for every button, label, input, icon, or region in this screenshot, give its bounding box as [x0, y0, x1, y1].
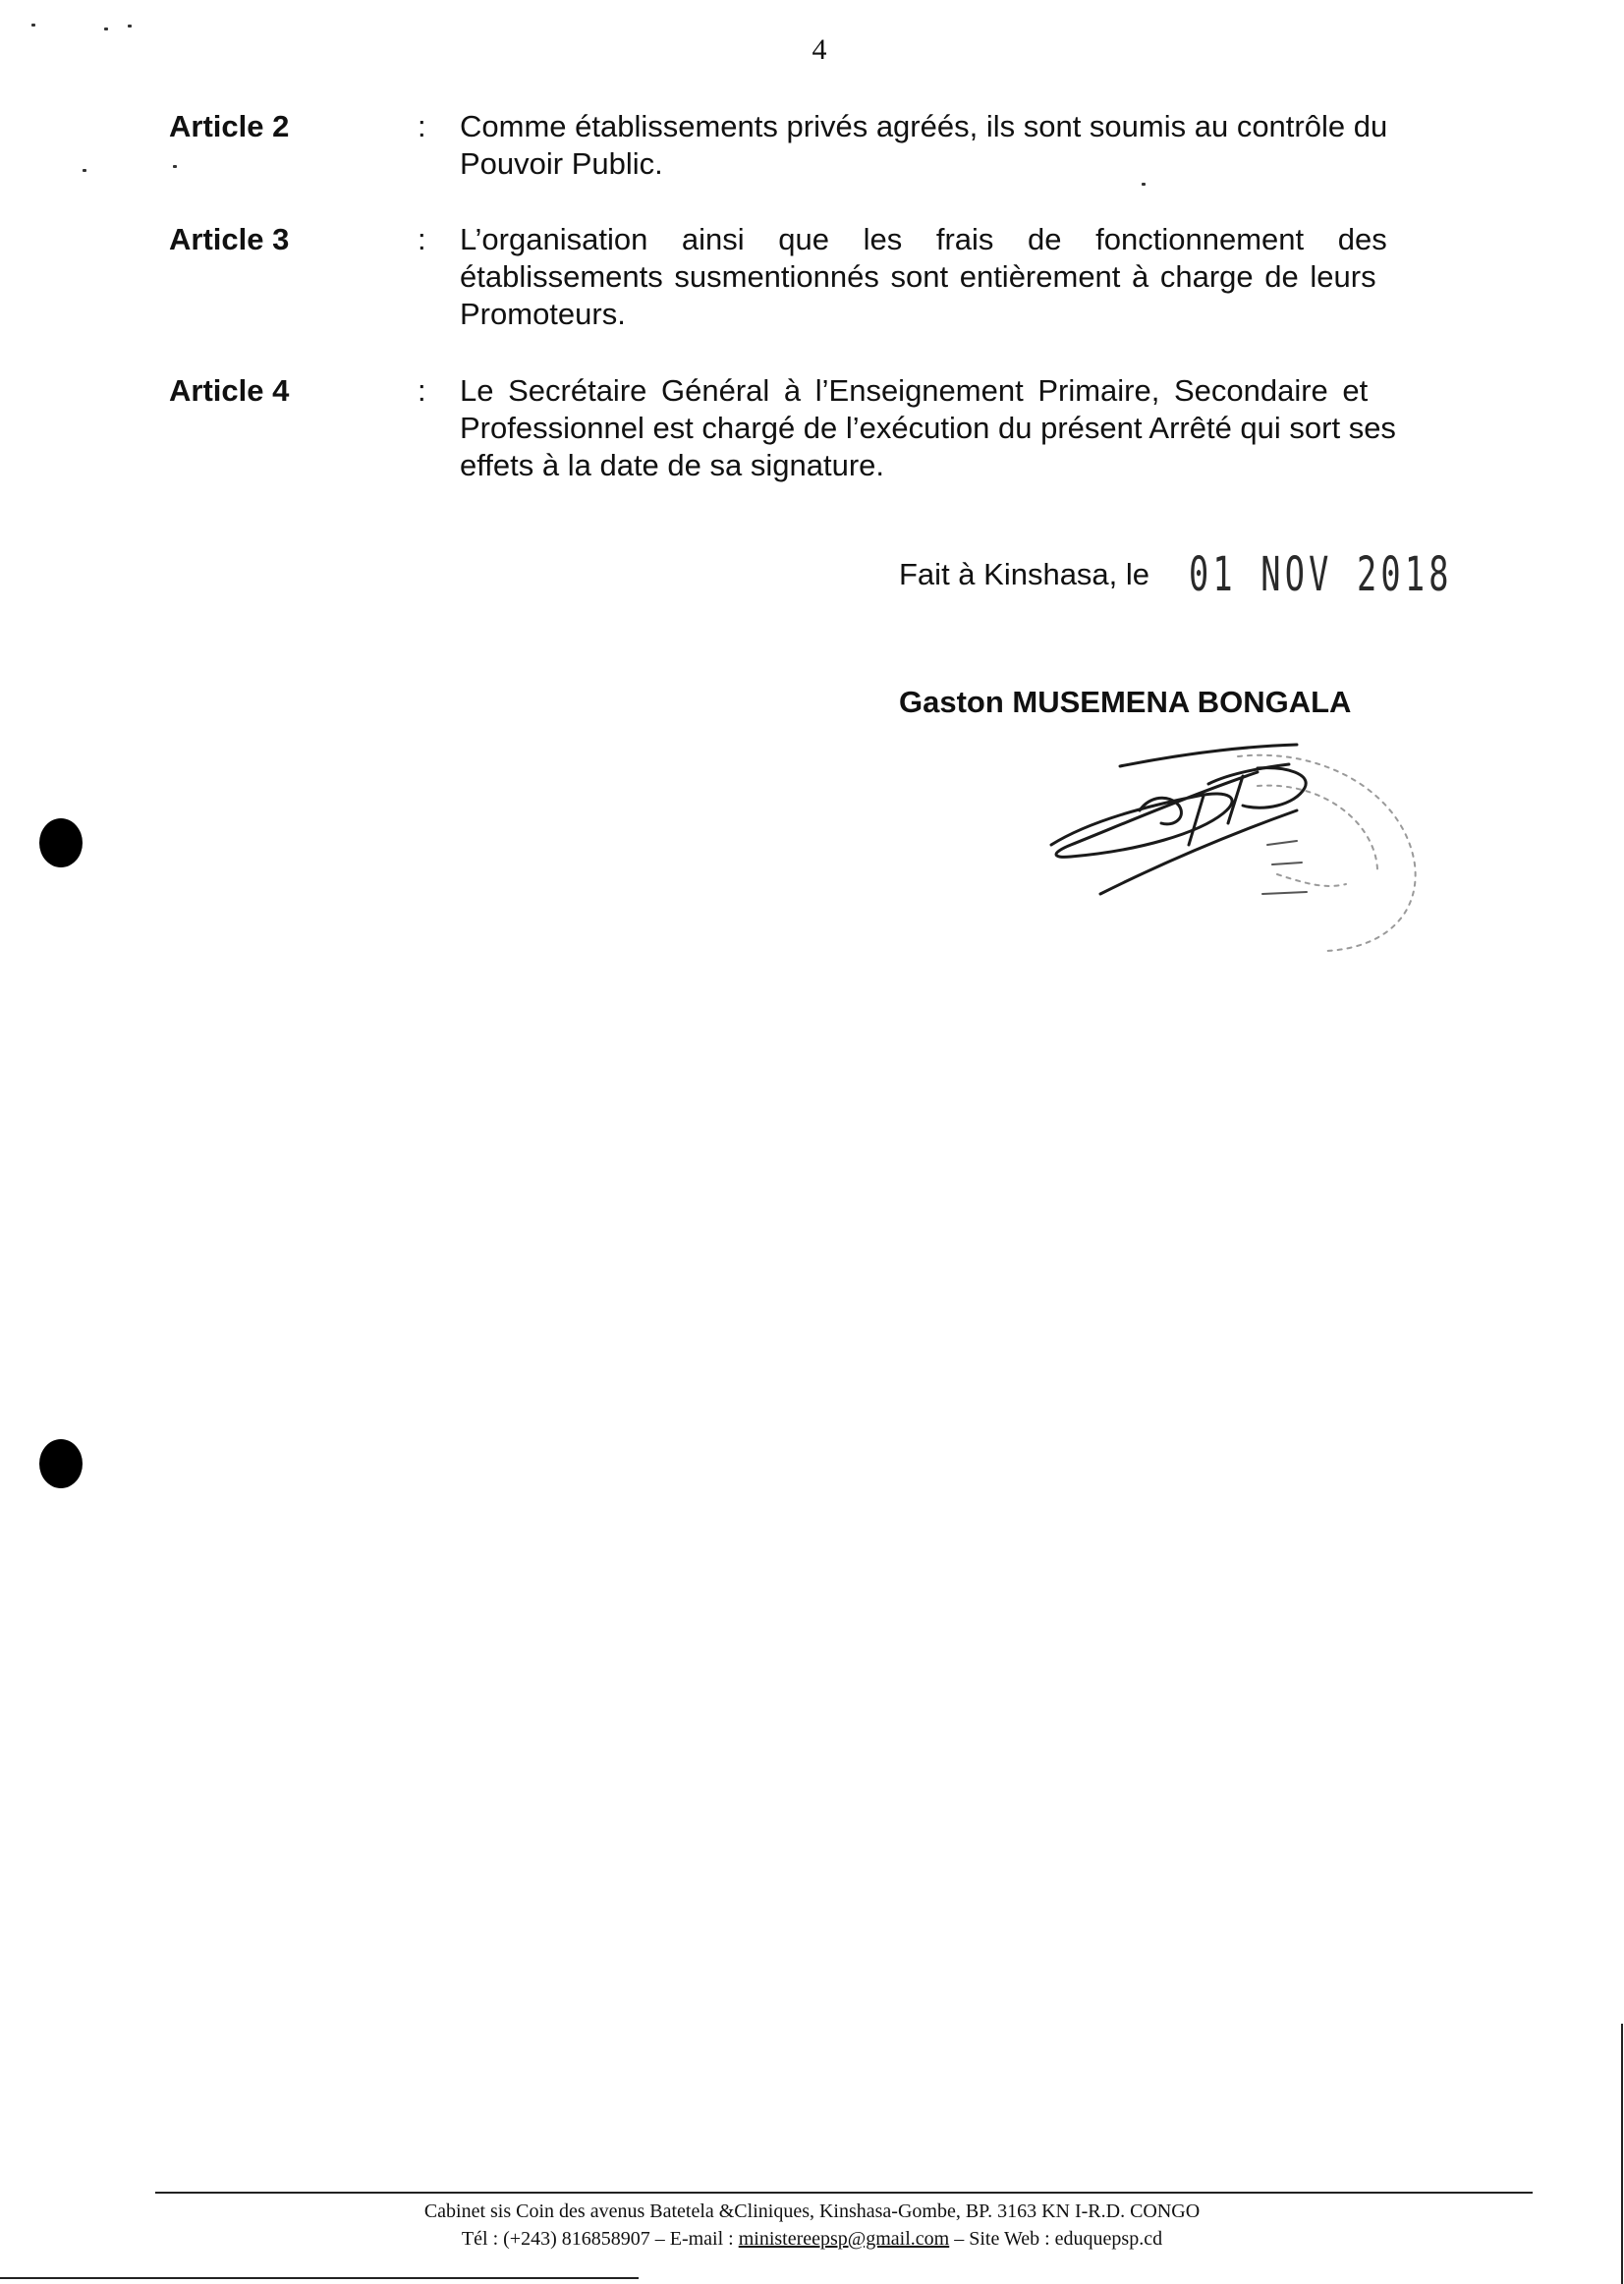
scan-speck: [173, 165, 177, 168]
article-line: Pouvoir Public.: [460, 146, 663, 181]
scan-right-edge: [1621, 2024, 1623, 2284]
article-label: Article 2: [169, 109, 290, 143]
article-body: [460, 372, 1476, 484]
article-line: Le Secrétaire Général à l’Enseignement Primaire, Secondaire et: [460, 373, 1369, 408]
scan-speck: [1142, 183, 1146, 186]
article-4: [169, 372, 1476, 490]
footer-phone: Tél : (+243) 816858907: [461, 2228, 650, 2250]
article-line: L’organisation ainsi que les frais de fonctionnement des: [460, 222, 1387, 256]
article-2: [169, 108, 1476, 187]
scan-speck: [83, 169, 86, 172]
article-line: effets à la date de sa signature.: [460, 448, 885, 482]
article-colon: :: [418, 373, 426, 408]
article-line: établissements susmentionnés sont entièrement à charge de leurs: [460, 259, 1376, 294]
article-line: Promoteurs.: [460, 297, 626, 331]
place-date: Fait à Kinshasa, le: [899, 557, 1150, 591]
date-stamp: 01 NOV 2018: [1189, 547, 1453, 602]
footer-address: Cabinet sis Coin des avenus Batetela &Cliniques, Kinshasa-Gombe, BP. 3163 KN I-R.D. CONGO: [423, 2200, 1201, 2222]
footer-email-link[interactable]: ministereepsp@gmail.com: [738, 2228, 950, 2250]
scan-bottom-edge: [0, 2277, 639, 2279]
article-3: [169, 221, 1476, 339]
punch-hole: [39, 1439, 83, 1488]
footer-email-label: – E-mail :: [654, 2228, 734, 2250]
footer-contact: [0, 2228, 1624, 2251]
scan-speck: [104, 28, 108, 30]
article-line: Comme établissements privés agréés, ils sont soumis au contrôle du: [460, 109, 1388, 143]
scan-speck: [31, 24, 35, 27]
article-label: Article 3: [169, 222, 290, 256]
scan-speck: [128, 25, 132, 28]
footer-website: – Site Web : eduquepsp.cd: [954, 2228, 1163, 2250]
article-body: [460, 221, 1476, 333]
punch-hole: [39, 818, 83, 867]
page-number: 4: [812, 33, 827, 66]
article-colon: :: [418, 222, 426, 256]
footer-rule: [155, 2192, 1533, 2194]
article-colon: :: [418, 109, 426, 143]
article-line: Professionnel est chargé de l’exécution du présent Arrêté qui sort ses: [460, 411, 1396, 445]
handwritten-signature: [1032, 727, 1444, 963]
article-label: Article 4: [169, 373, 290, 408]
article-body: [460, 108, 1476, 183]
signatory-name: Gaston MUSEMENA BONGALA: [899, 685, 1352, 719]
